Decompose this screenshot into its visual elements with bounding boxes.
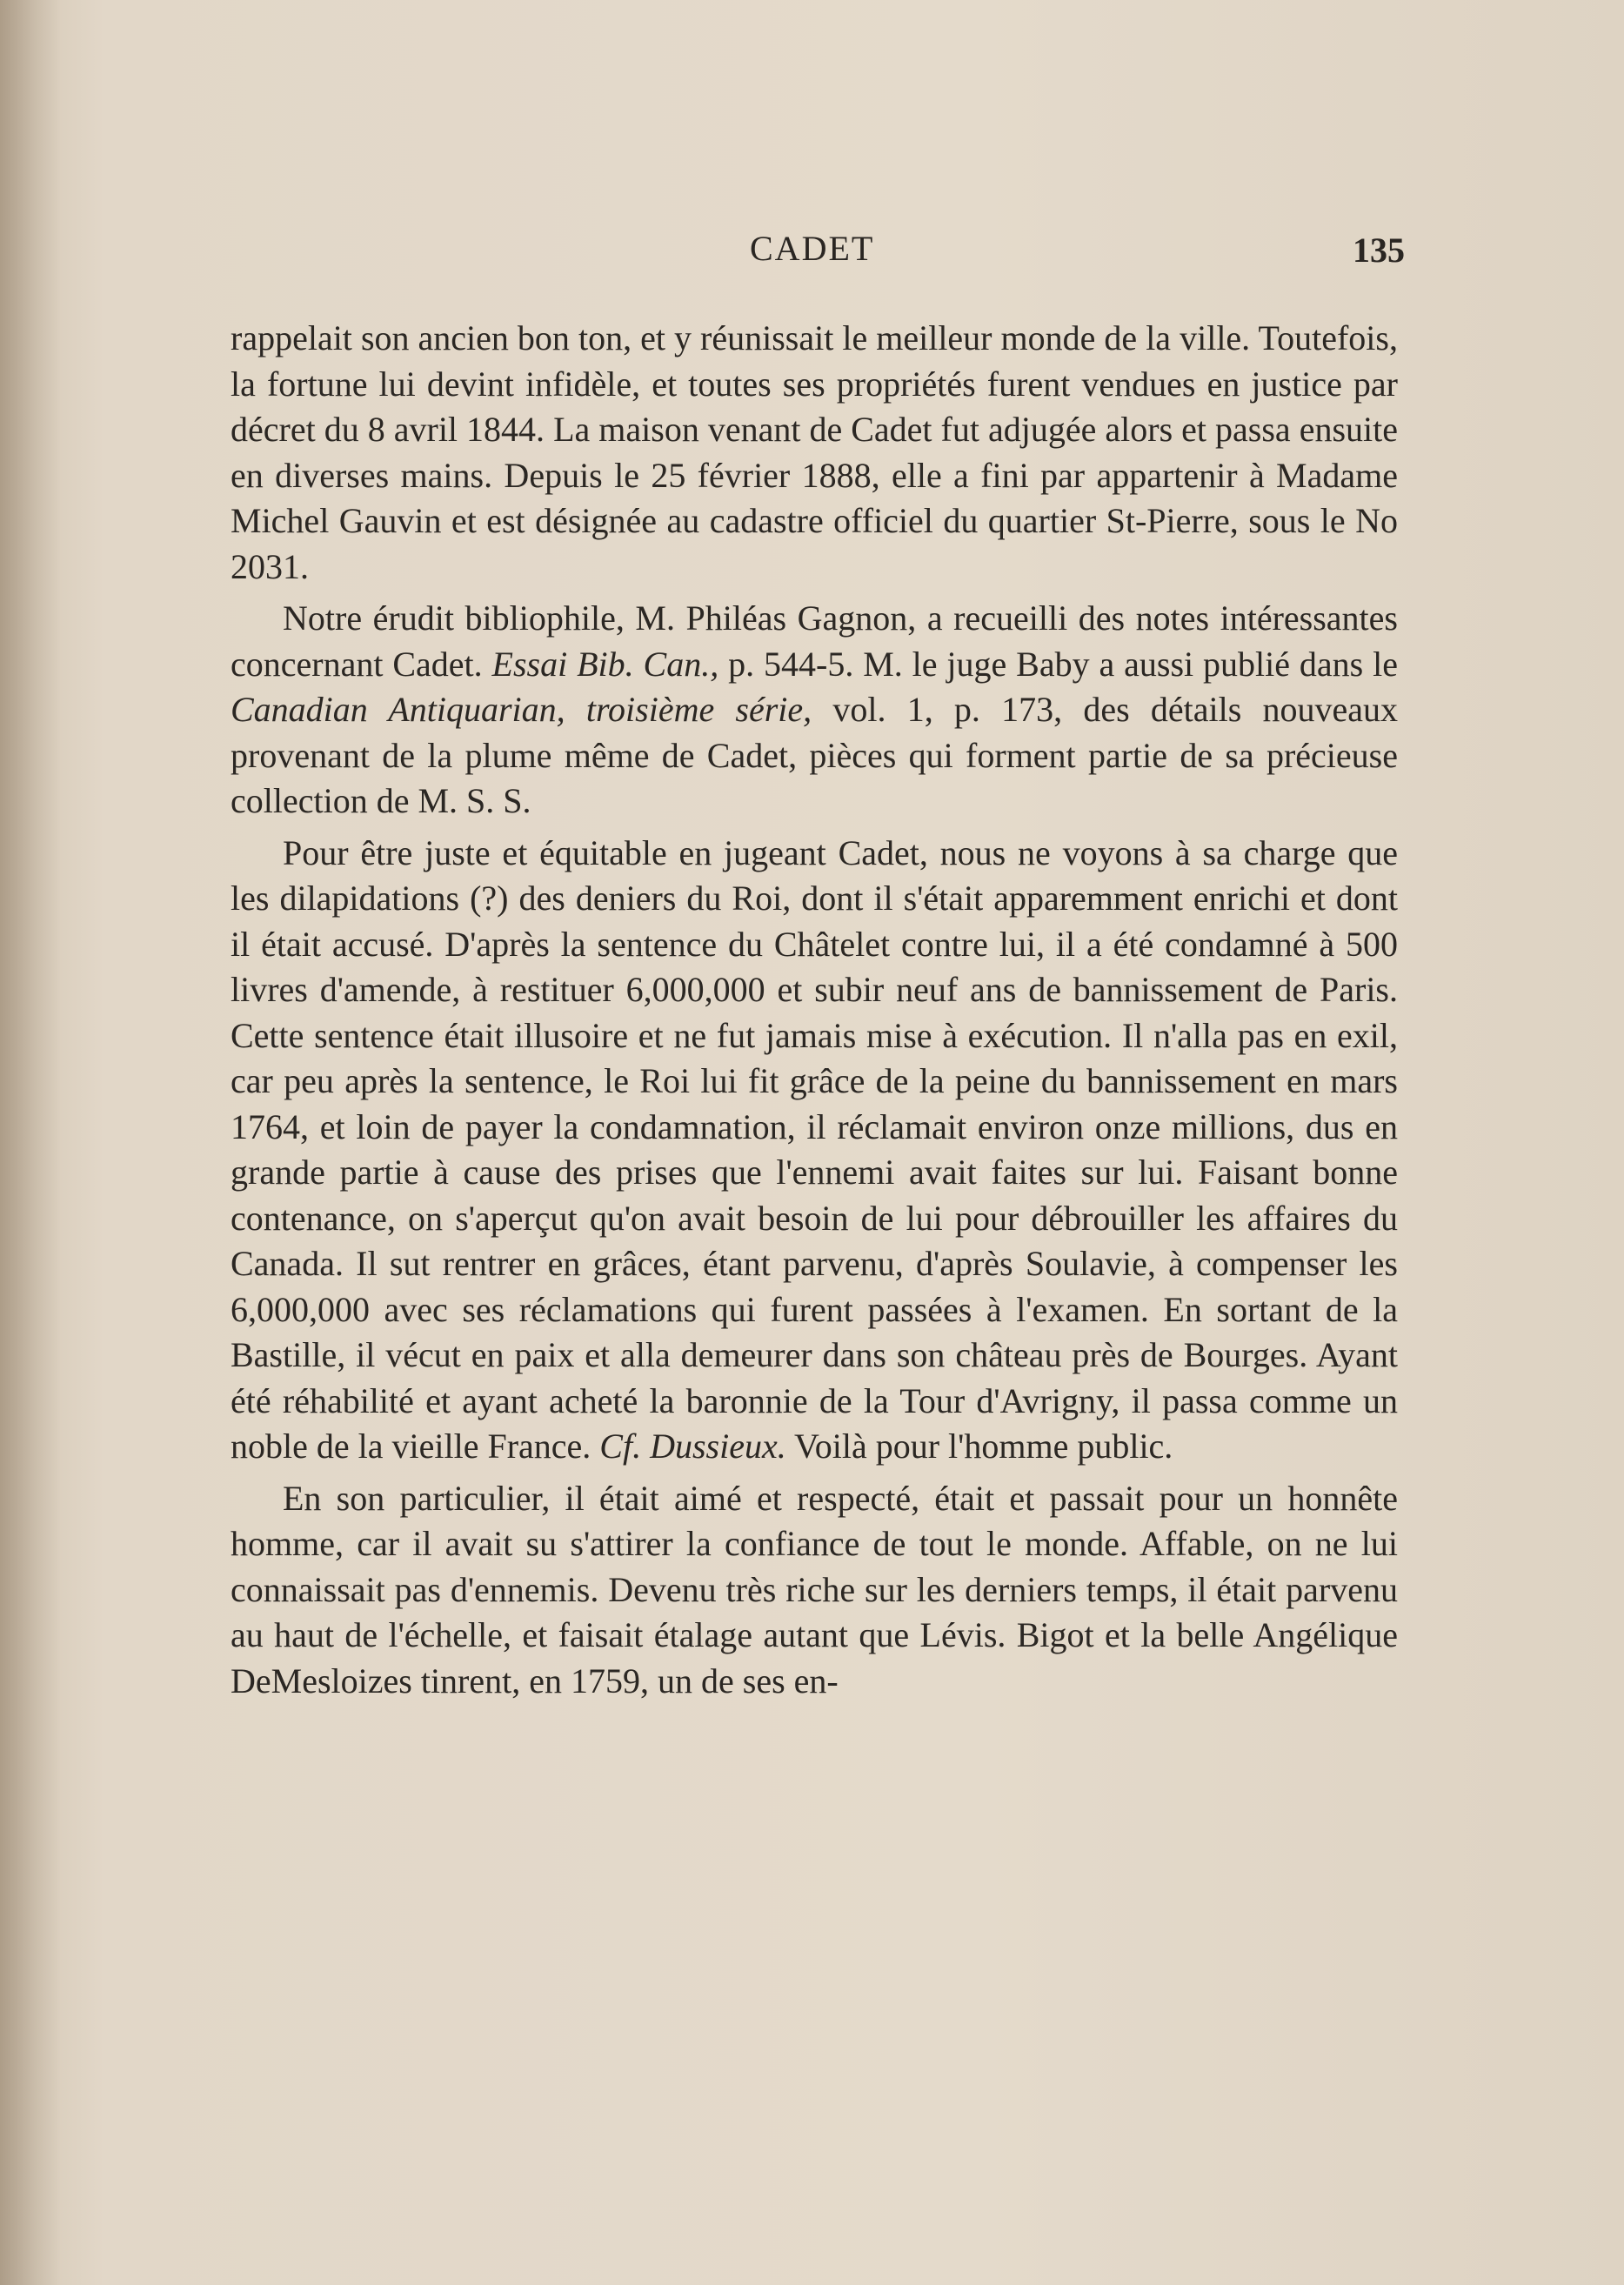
running-head: CADET bbox=[750, 229, 875, 268]
paragraph-3-text-b: Voilà pour l'homme public. bbox=[785, 1426, 1173, 1466]
page-header bbox=[235, 228, 1405, 289]
binding-gutter-shadow bbox=[0, 0, 61, 2285]
body-text bbox=[231, 316, 1398, 1710]
paragraph-4-text: En son particulier, il était aimé et respecté, était et passait pour un honnête homme, car il avait su s'attirer la confiance de tout le monde. Affable, on ne lui connaissait pas d'ennemis. Devenu très riche sur les derniers temps, il était parvenu au haut de l'échelle, et faisait étalage autant que Lévis. Bigot et la belle Angélique DeMesloizes tinrent, en 1759, un de ses en- bbox=[231, 1478, 1398, 1700]
paragraph-2-text-b: p. 544-5. M. le juge Baby a aussi publié dans le bbox=[718, 644, 1398, 684]
paragraph-2-text-c: vol. 1, p. 173, des détails nouveaux provenant de la plume même de Cadet, pièces qui forment partie de sa précieuse collection de M. S. S. bbox=[231, 690, 1399, 820]
paragraph-4 bbox=[231, 1476, 1398, 1705]
paragraph-2-citation-antiquarian: Canadian Antiquarian, troisième série, bbox=[231, 690, 812, 729]
paragraph-2 bbox=[231, 596, 1398, 825]
paragraph-2-text-a: Notre érudit bibliophile, M. Philéas Gagnon, a recueilli des notes intéressantes concernant Cadet. bbox=[231, 598, 1398, 684]
paragraph-3-text-a: Pour être juste et équitable en jugeant Cadet, nous ne voyons à sa charge que les dilapidations (?) des deniers du Roi, dont il s'était apparemment enrichi et dont il était accusé. D'après la sentence du Châtelet contre lui, il a été condamné à 500 livres d'amende, à restituer 6,000,000 et subir neuf ans de bannissement de Paris. Cette sentence était illusoire et ne fut jamais mise à exécution. Il n'alla pas en exil, car peu après la sentence, le Roi lui fit grâce de la peine du bannissement en mars 1764, et loin de payer la condamnation, il réclamait environ onze millions, dus en grande partie à cause des prises que l'ennemi avait faites sur lui. Faisant bonne contenance, on s'aperçut qu'on avait besoin de lui pour débrouiller les affaires du Canada. Il sut rentrer en grâces, étant parvenu, d'après Soulavie, à compenser les 6,000,000 avec ses réclamations qui furent passées à l'examen. En sortant de la Bastille, il vécut en paix et alla demeurer dans son château près de Bourges. Ayant été réhabilité et ayant acheté la baronnie de la Tour d'Avrigny, il passa comme un noble de la vieille France. bbox=[231, 832, 1398, 1466]
paragraph-1 bbox=[231, 316, 1398, 590]
paragraph-3-citation-dussieux: Cf. Dussieux. bbox=[599, 1426, 786, 1466]
paragraph-2-citation-essai: Essai Bib. Can., bbox=[491, 644, 719, 684]
paragraph-3 bbox=[231, 831, 1398, 1470]
page-number: 135 bbox=[1353, 231, 1405, 270]
paragraph-1-text: rappelait son ancien bon ton, et y réunissait le meilleur monde de la ville. Toutefois, la fortune lui devint infidèle, et toutes ses propriétés furent vendues en justice par décret du 8 avril 1844. La maison venant de Cadet fut adjugée alors et passa ensuite en diverses mains. Depuis le 25 février 1888, elle a fini par appartenir à Madame Michel Gauvin et est désignée au cadastre officiel du quartier St-Pierre, sous le No 2031. bbox=[231, 318, 1398, 586]
